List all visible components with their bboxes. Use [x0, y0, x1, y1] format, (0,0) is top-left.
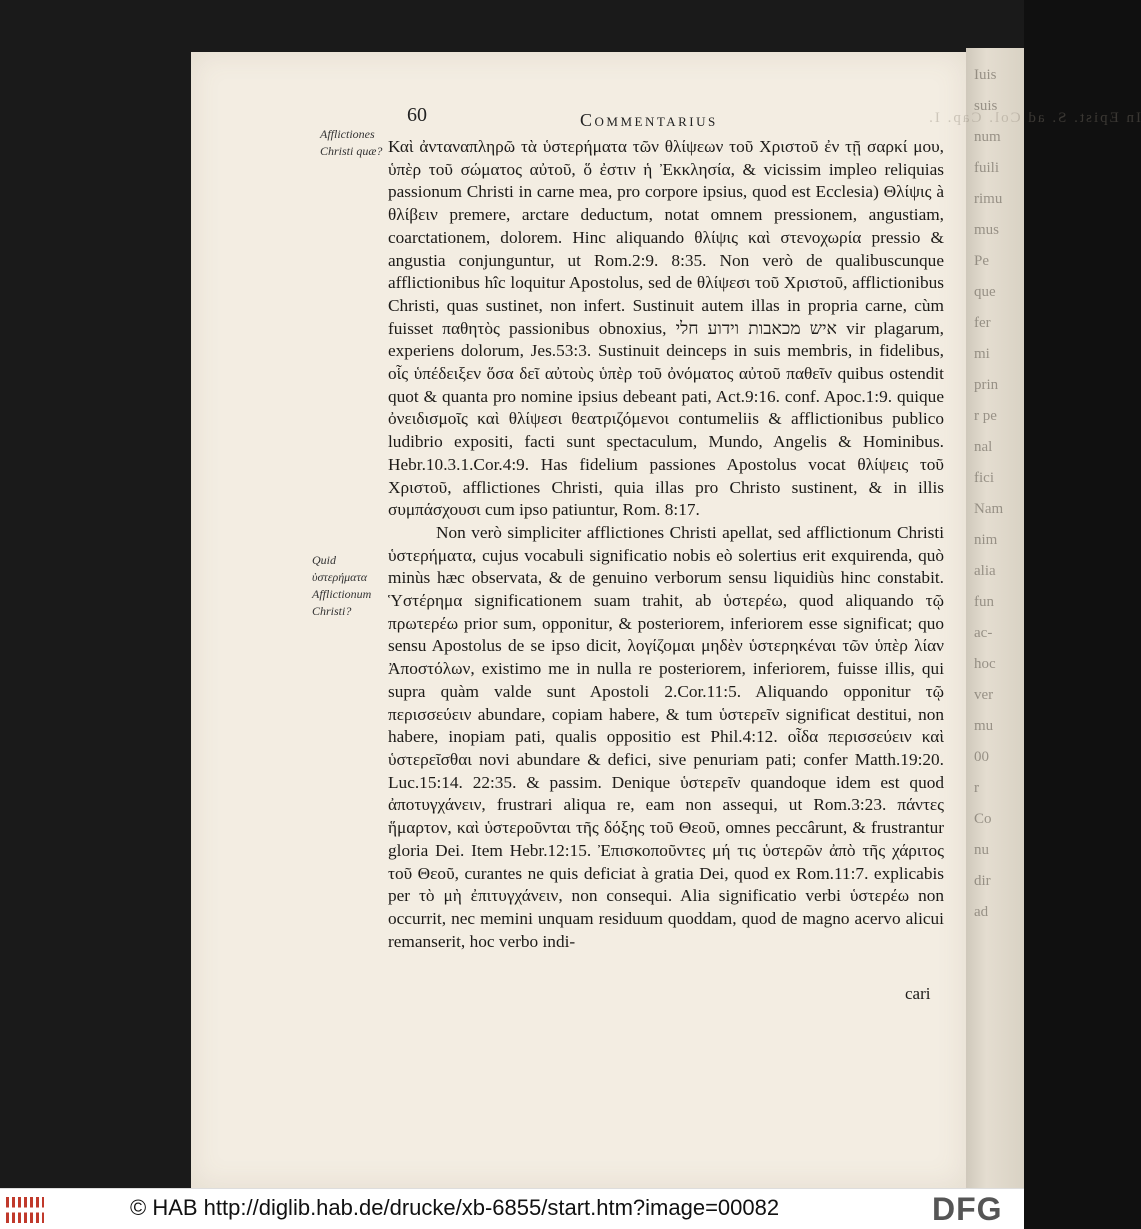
color-ruler-icon	[6, 1197, 44, 1223]
copyright-link[interactable]: © HAB http://diglib.hab.de/drucke/xb-6855/start.htm?image=00082	[130, 1195, 780, 1220]
paragraph-1: Καὶ ἀνταναπληρῶ τὰ ὑστερήματα τῶν θλίψεων τοῦ Χριστοῦ ἐν τῇ σαρκί μου, ὑπὲρ τοῦ σώματος αὐτοῦ, ὅ ἐστιν ἡ Ἐκκλησία, & vicissim impleo reliquias passionum Christi in carne mea, pro corpore ipsius, quod est Ecclesia) Θλίψις à θλίβειν premere, arctare deductum, notat omnem pressionem, angustiam, coarctationem, dolorem. Hinc aliquando θλίψις καὶ στενοχωρία pressio & angustia conjunguntur, ut Rom.2:9. 8:35. Non verò de qualibuscunque afflictionibus hîc loquitur Apostolus, sed de θλίψεσι τοῦ Χριστοῦ, afflictionibus Christi, quas sustinet, non infert. Sustinuit autem illas in propria carne, cùm fuisset παθητὸς passionibus obnoxius, איש מכאבות וידוע חלי vir plagarum, experiens dolorum, Jes.53:3. Sustinuit deinceps in suis membris, in fidelibus, οἷς ὑπέδειξεν ὅσα δεῖ αὐτοὺς ὑπὲρ τοῦ ὀνόματος αὐτοῦ παθεῖν quibus ostendit quot & quanta pro nomine ipsius debeant pati, Act.9:16. conf. Apoc.1:9. quique ὀνειδισμοῖς καὶ θλίψεσι θεατριζόμενοι contumeliis & afflictionibus publico ludibrio expositi, facti sunt spectaculum, Mundo, Angelis & Hominibus. Hebr.10.3.1.Cor.4:9. Has fidelium passiones Apostolus vocat θλίψεις τοῦ Χριστοῦ, afflictiones Christi, quia illas pro Christo sustinent, & in illis συμπάσχουσι cum ipso patiuntur, Rom. 8:17.	[388, 137, 945, 520]
bleed-through-text: In Epist. S. ad Col. Cap. I.	[927, 110, 1141, 126]
dfg-logo: DFG	[932, 1191, 1003, 1227]
body-text	[388, 136, 944, 953]
catchword: cari	[905, 984, 931, 1003]
paragraph-2: Non verò simpliciter afflictiones Christi apellat, sed afflictionum Christi ὑστερήματα, cujus vocabuli significatio nobis eò solertius erit exquirenda, quò minùs hæc observata, & de genuino verborum sensu liquidiùs hinc constabit. Ὑστέρημα significationem suam trahit, ab ὑστερέω, quod aliquando τῷ πρωτερέω prior sum, opponitur, & posteriorem, inferiorem esse significat; quo sensu Apostolus de se ipso dicit, λογίζομαι μηδὲν ὑστερηκέναι τῶν ὑπὲρ λίαν Ἀποστόλων, existimo me in nulla re posteriorem, inferiorem, fuisse illis, qui supra quàm valde sunt Apostoli 2.Cor.11:5. Aliquando opponitur τῷ περισσεύειν abundare, copiam habere, & tum ὑστερεῖν significat destitui, non habere, inopiam pati, qualis oppositio est Phil.4:12. οἶδα περισσεύειν καὶ ὑστερεῖσθαι novi abundare & defici, sive penuriam pati; confer Matth.19:20. Luc.15:14. 22:35. & passim. Denique ὑστερεῖν quandoque idem est quod ἀποτυγχάνειν, frustrari aliqua re, eam non assequi, ut Rom.3:23. πάντες ἥμαρτον, καὶ ὑστεροῦνται τῆς δόξης τοῦ Θεοῦ, omnes peccârunt, & frustrantur gloria Dei. Item Hebr.12:15. Ἐπισκοποῦντες μή τις ὑστερῶν ἀπὸ τῆς χάριτος τοῦ Θεοῦ, curantes ne quis deficiat à gratia Dei, quod ex Rom.11:7. explicabis per τὸ μὴ ἐπιτυγχάνειν, non consequi. Alia significatio verbi ὑστερέω non occurrit, nec memini unquam residuum quoddam, quod de magno acervo alicui remanserit, hoc verbo indi-	[388, 522, 944, 951]
running-head: Commentarius	[580, 110, 718, 130]
facing-page-text: Iuis suis num fuili rimu mus Pe que fer mi prin r pe nal fici Nam nim alia fun ac- hoc ver mu 00 r Co nu dir ad	[974, 67, 1004, 920]
margin-note-quid: Quid ὑστερήματα Afflictionum Christi?	[312, 553, 372, 618]
page-number: 60	[407, 104, 427, 126]
margin-note-afflictiones: Afflictiones Christi quæ?	[320, 127, 383, 158]
viewer-footer	[0, 1188, 1024, 1229]
